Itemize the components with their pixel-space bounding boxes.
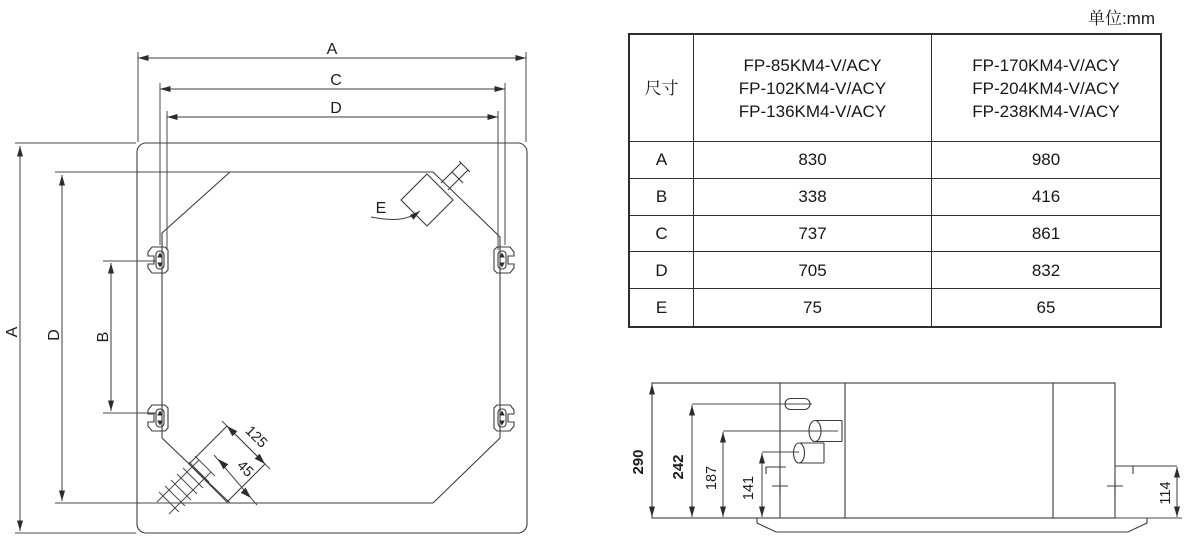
table-row-A-dim: A — [630, 142, 694, 179]
corrugated-hose — [157, 456, 215, 514]
dim-label-pipe-low: 141 — [741, 475, 757, 501]
table-row-A-large: 980 — [932, 142, 1160, 179]
table-header-models-small: FP-85KM4-V/ACY FP-102KM4-V/ACY FP-136KM4-V/ACY — [694, 35, 932, 142]
table-row-E-large: 65 — [1036, 298, 1056, 318]
dim-label-total-height: 290 — [630, 449, 647, 475]
dim-label-drain-size: 125 — [241, 422, 271, 452]
table-header-models-large: FP-170KM4-V/ACY FP-204KM4-V/ACY FP-238KM4-V/ACY — [932, 35, 1160, 142]
dim-label-drain-offset: 45 — [233, 457, 257, 481]
dimension-table — [628, 33, 1162, 328]
dim-label-pipe-high: 187 — [704, 465, 720, 491]
table-row-C-dim: C — [630, 216, 694, 253]
dim-label-hanger-spacing: B — [95, 331, 112, 343]
dim-label-panel-width: A — [326, 41, 338, 58]
table-row-A-small: 830 — [694, 142, 932, 179]
panel-outline — [137, 143, 527, 533]
table-row-B-small: 338 — [694, 179, 932, 216]
control-box-label: E — [375, 200, 387, 217]
table-row-B-large: 416 — [932, 179, 1160, 216]
table-row-E-small: 75 — [694, 289, 932, 326]
hanger-bracket-bottom-right — [494, 405, 514, 431]
dim-label-body-height: D — [46, 329, 63, 341]
side-body-partitions — [780, 383, 1053, 518]
unit-note: 单位:mm — [1087, 9, 1155, 28]
side-body-outline — [652, 383, 1115, 518]
dim-label-hanger-height: 114 — [1158, 481, 1174, 505]
table-row-C-large: 861 — [932, 216, 1160, 253]
table-header-dim: 尺寸 — [630, 35, 694, 142]
pipe-stub — [441, 161, 470, 190]
dim-label-hanger-inner: D — [330, 100, 342, 117]
table-row-C-small: 737 — [694, 216, 932, 253]
unit-body-outline — [162, 172, 500, 503]
side-view-drawing — [630, 383, 1182, 532]
table-row-D-dim: D — [630, 252, 694, 289]
side-panel-outline — [757, 518, 1147, 532]
dim-label-panel-height: A — [4, 326, 21, 338]
hanger-bracket-top-left — [148, 247, 168, 273]
side-hanger-left — [766, 467, 788, 494]
table-row-E-dim: E — [630, 289, 694, 326]
table-row-D-large: 832 — [932, 252, 1160, 289]
side-reference-lines — [692, 404, 838, 452]
hanger-bracket-top-right — [494, 247, 514, 273]
extension-lines — [15, 52, 526, 533]
table-row-B-dim: B — [630, 179, 694, 216]
dim-label-drain-height: 242 — [670, 454, 687, 480]
dim-label-hanger-outer: C — [330, 72, 342, 89]
table-row-D-small: 705 — [694, 252, 932, 289]
refrigerant-pipe-liquid — [794, 443, 825, 463]
plan-view-drawing — [4, 41, 527, 533]
hanger-bracket-bottom-left — [148, 405, 168, 431]
